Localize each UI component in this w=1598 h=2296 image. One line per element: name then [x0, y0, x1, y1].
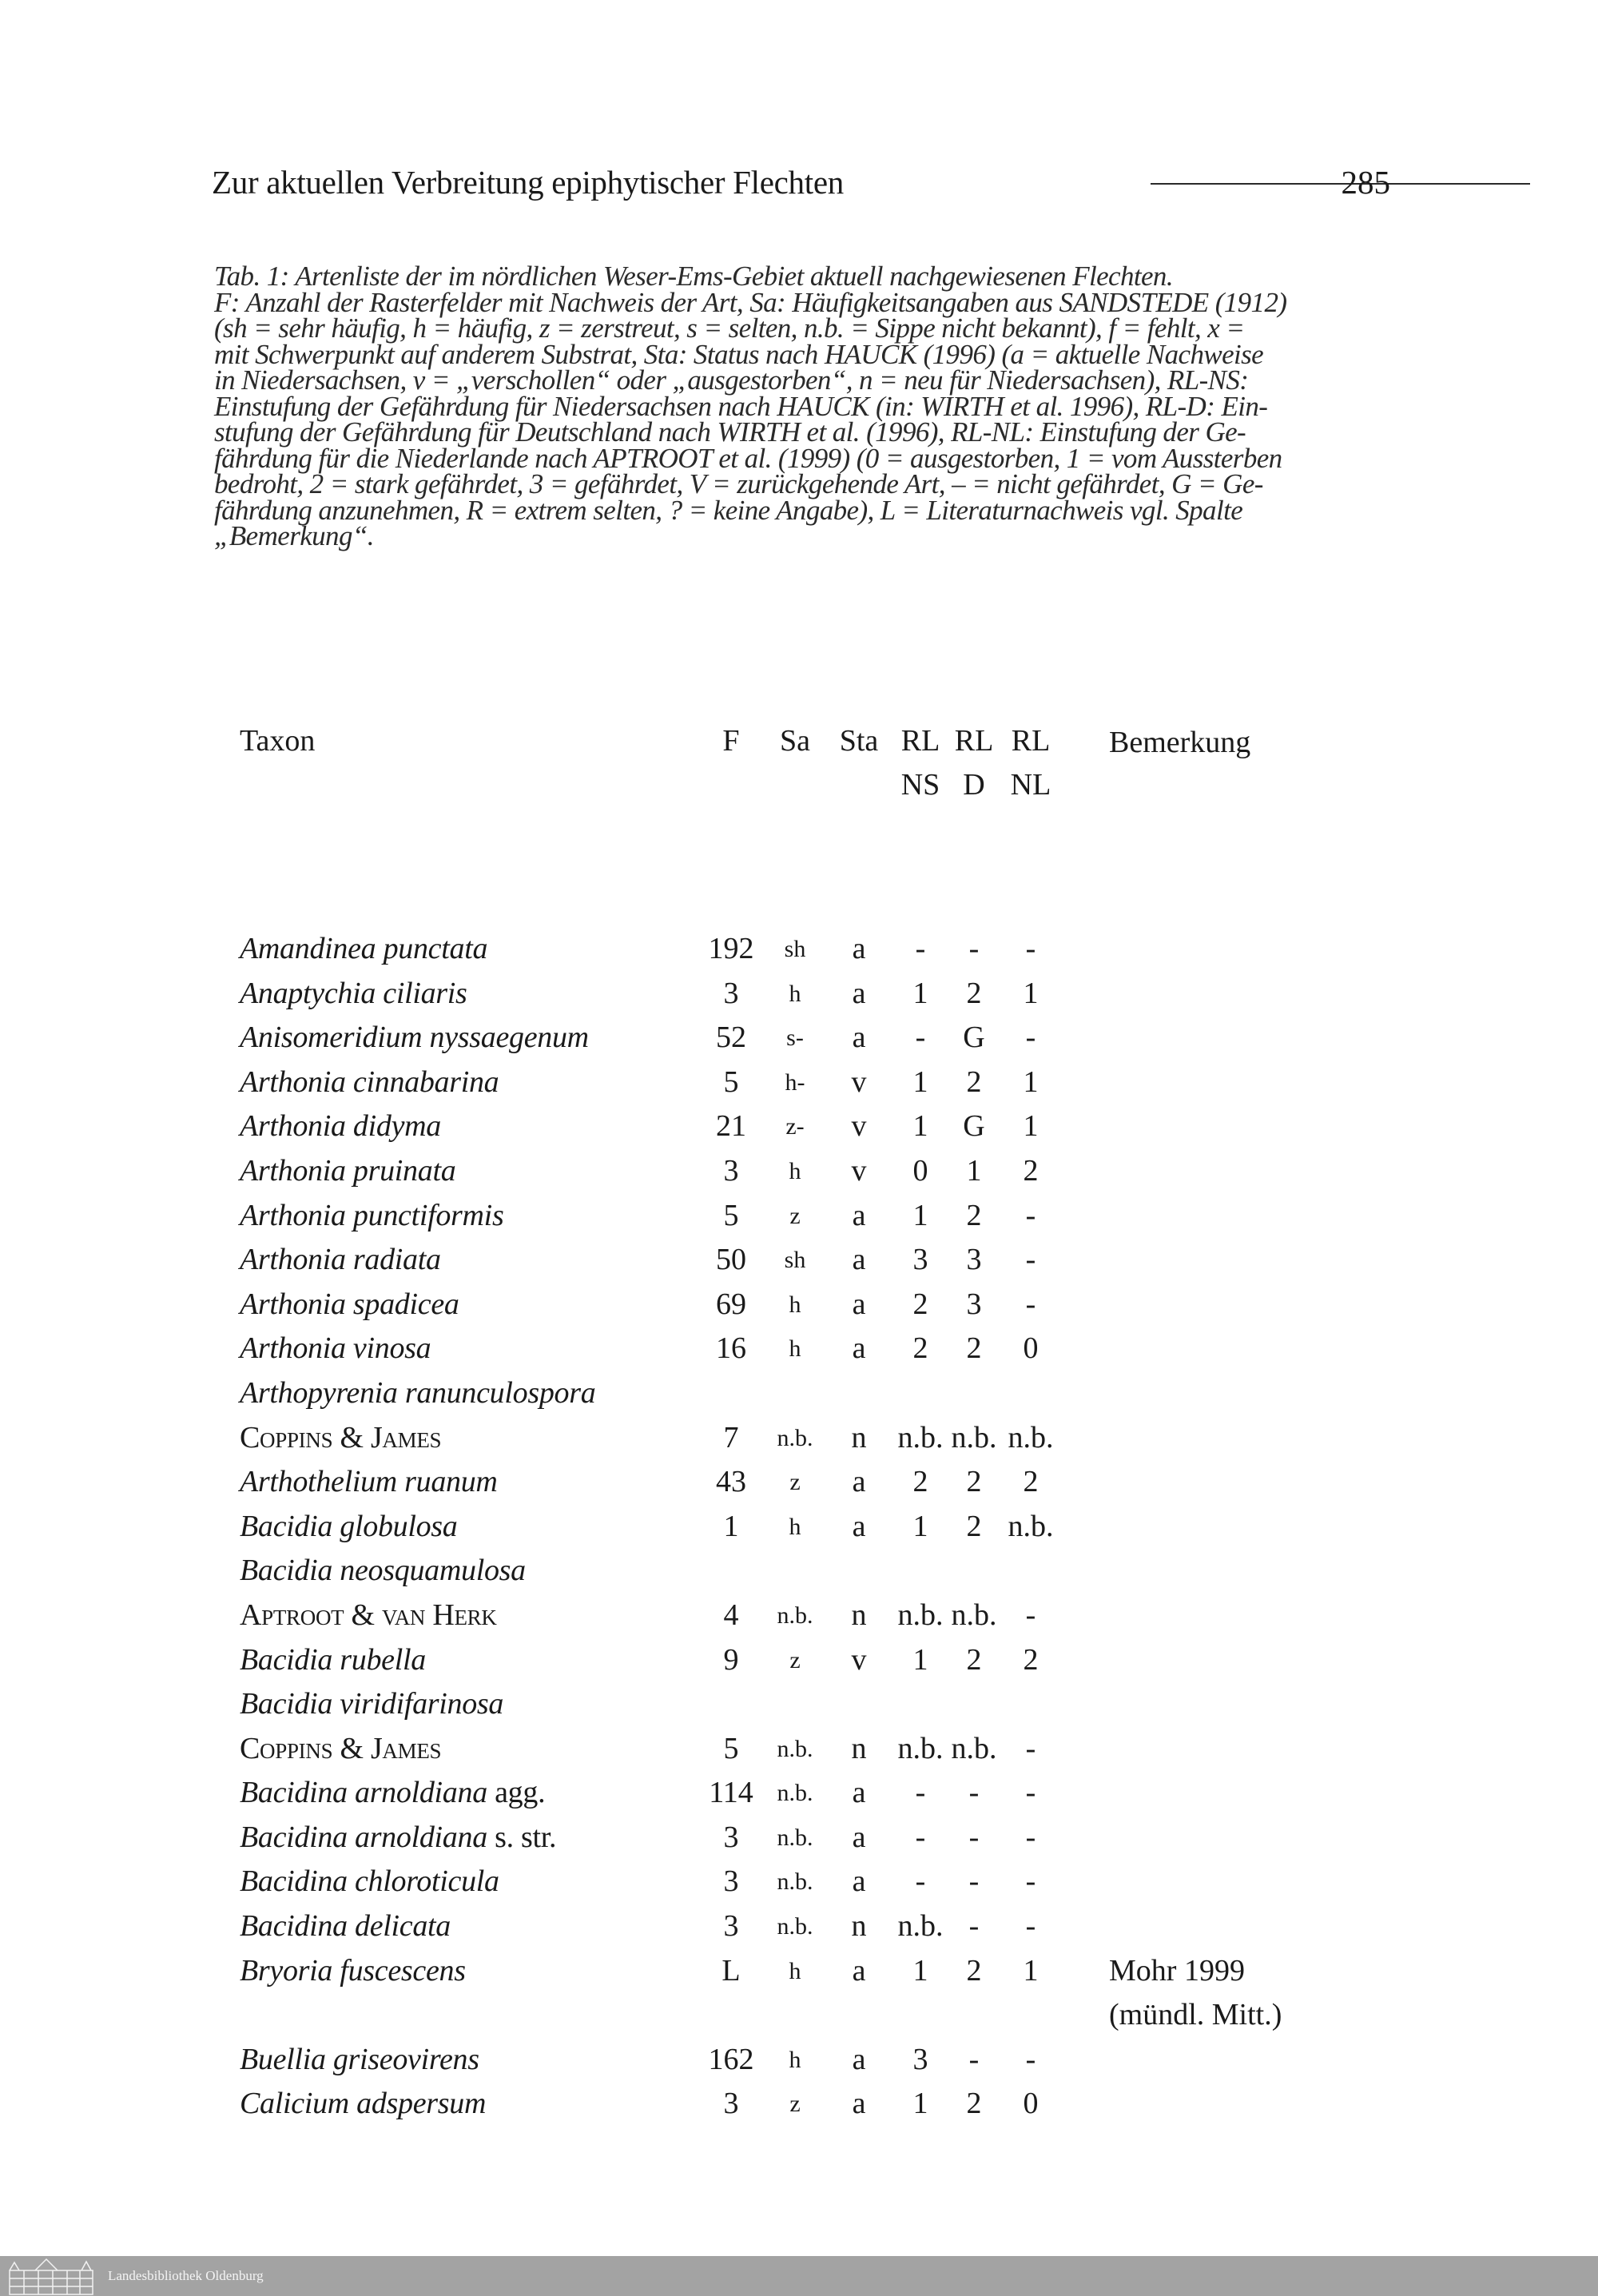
table-row	[240, 2082, 1358, 2127]
table-row	[240, 1327, 1358, 1371]
taxon-name	[240, 1816, 556, 1860]
page-number: 285	[1341, 164, 1390, 201]
taxon-text: Amandinea punctata	[240, 932, 488, 965]
cell-rl-nl: -	[1025, 1909, 1036, 1944]
taxon-text: Bacidia viridifarinosa	[240, 1687, 504, 1721]
taxon-text: Bryoria fuscescens	[240, 1953, 466, 1988]
cell-rl-nl: 0	[1023, 2087, 1039, 2121]
cell-sta: a	[852, 1820, 866, 1854]
cell-sta: v	[851, 1109, 867, 1144]
taxon-qualifier: agg.	[487, 1776, 546, 1810]
cell-rl-d: 2	[966, 1064, 982, 1099]
caption-line: „Bemerkung“.	[214, 520, 374, 551]
cell-rl-d: 2	[966, 1198, 982, 1232]
footer-bar	[0, 2256, 1598, 2296]
table-row	[240, 1194, 1358, 1239]
running-head	[212, 160, 1390, 208]
author-citation	[240, 1416, 441, 1461]
cell-rl-d: -	[968, 932, 980, 965]
library-building-icon	[6, 2258, 96, 2296]
table-row	[240, 1060, 1358, 1105]
table-header	[240, 719, 1358, 807]
cell-rl-ns: -	[915, 1820, 926, 1854]
cell-sta: a	[852, 2087, 866, 2121]
taxon-text: Buellia griseovirens	[240, 2042, 479, 2076]
cell-remark-cont: (mündl. Mitt.)	[1109, 1998, 1282, 2032]
taxon-name	[240, 2038, 479, 2083]
cell-sta: n	[851, 1909, 867, 1944]
cell-rl-ns: -	[915, 1021, 926, 1055]
cell-rl-d: n.b.	[951, 1731, 997, 1765]
cell-rl-ns: 1	[912, 1064, 928, 1099]
cell-sta: a	[852, 1021, 866, 1055]
cell-rl-nl: -	[1025, 1731, 1036, 1765]
cell-f: 3	[723, 2087, 739, 2121]
cell-rl-ns: 2	[912, 1331, 928, 1366]
cell-rl-d: 2	[966, 1465, 982, 1499]
table-row	[240, 1594, 1358, 1638]
taxon-text: Arthonia radiata	[240, 1243, 441, 1277]
cell-rl-nl: 1	[1023, 1064, 1039, 1099]
table-row	[240, 1771, 1358, 1816]
header-rl-nl-1: RL	[1011, 724, 1051, 758]
cell-f: 3	[723, 1153, 739, 1188]
cell-sa: n.b.	[777, 1780, 813, 1807]
cell-rl-nl: -	[1025, 1021, 1036, 1055]
cell-rl-ns: 1	[912, 2087, 928, 2121]
header-taxon: Taxon	[240, 724, 316, 758]
caption-line: bedroht, 2 = stark gefährdet, 3 = gefährdet, V = zurückgehende Art, – = nicht gefährdet, G = Ge-	[214, 468, 1263, 499]
cell-rl-nl: 2	[1023, 1153, 1039, 1188]
cell-sa: h	[789, 1291, 801, 1318]
table-row	[240, 927, 1358, 972]
cell-rl-d: -	[968, 2042, 980, 2076]
taxon-text: Anisomeridium nyssaegenum	[240, 1021, 589, 1055]
cell-sa: z	[789, 2091, 801, 2118]
cell-sa: s-	[786, 1025, 804, 1052]
taxon-name	[240, 1682, 503, 1727]
cell-rl-nl: -	[1025, 1198, 1036, 1232]
cell-rl-d: 3	[966, 1287, 982, 1321]
taxon-text: Arthonia cinnabarina	[240, 1064, 499, 1099]
cell-remark: Mohr 1999	[1109, 1953, 1245, 1988]
taxon-text: Bacidina arnoldiana	[240, 1820, 487, 1854]
table-row	[240, 2038, 1358, 2083]
taxon-name	[240, 1283, 459, 1327]
cell-rl-nl: 0	[1023, 1331, 1039, 1366]
cell-rl-nl: n.b.	[1008, 1420, 1054, 1454]
cell-rl-d: 2	[966, 1953, 982, 1988]
cell-rl-nl: -	[1025, 1243, 1036, 1277]
cell-sta: a	[852, 1198, 866, 1232]
cell-rl-ns: 1	[912, 1642, 928, 1677]
cell-rl-d: 2	[966, 1642, 982, 1677]
cell-rl-ns: 2	[912, 1465, 928, 1499]
table-row	[240, 1416, 1358, 1461]
taxon-text: Anaptychia ciliaris	[240, 976, 467, 1010]
cell-rl-d: 2	[966, 1331, 982, 1366]
cell-rl-nl: 1	[1023, 976, 1039, 1010]
cell-f: 192	[708, 932, 754, 965]
taxon-name	[240, 1505, 458, 1550]
cell-f: 4	[723, 1598, 739, 1632]
taxon-text: Arthopyrenia ranunculospora	[240, 1375, 596, 1410]
cell-sta: v	[851, 1064, 867, 1099]
taxon-text: Arthonia vinosa	[240, 1331, 431, 1366]
taxon-text: Arthonia punctiformis	[240, 1198, 504, 1232]
header-f: F	[722, 724, 740, 758]
taxon-name	[240, 972, 467, 1017]
taxon-name	[240, 1904, 451, 1949]
cell-sta: a	[852, 976, 866, 1010]
caption-line: F: Anzahl der Rasterfelder mit Nachweis der Art, Sa: Häufigkeitsangaben aus SANDSTEDE (1912)	[214, 286, 1287, 318]
cell-sa: h	[789, 980, 801, 1007]
cell-rl-d: 2	[966, 1509, 982, 1543]
taxon-text: Bacidina arnoldiana	[240, 1776, 487, 1810]
caption-line: in Niedersachsen, v = „verschollen“ oder „ausgestorben“, n = neu für Niedersachsen), RL-NS:	[214, 364, 1249, 396]
table-row	[240, 972, 1358, 1017]
table-row	[240, 1860, 1358, 1904]
taxon-text: Bacidia globulosa	[240, 1509, 458, 1543]
cell-rl-ns: 1	[912, 1953, 928, 1988]
cell-sta: a	[852, 1331, 866, 1366]
table-row	[240, 1638, 1358, 1683]
cell-rl-nl: -	[1025, 932, 1036, 965]
cell-rl-d: 1	[966, 1153, 982, 1188]
cell-rl-nl: -	[1025, 2042, 1036, 2076]
taxon-text: Calicium adspersum	[240, 2087, 487, 2121]
cell-rl-d: G	[963, 1021, 985, 1055]
cell-rl-nl: -	[1025, 1820, 1036, 1854]
table-row	[240, 1904, 1358, 1949]
cell-sa: z	[789, 1646, 801, 1673]
taxon-text: Bacidia neosquamulosa	[240, 1554, 526, 1588]
cell-sta: n	[851, 1420, 867, 1454]
cell-rl-d: n.b.	[951, 1420, 997, 1454]
cell-sta: a	[852, 1776, 866, 1810]
cell-sa: h	[789, 1513, 801, 1540]
cell-sa: h	[789, 1957, 801, 1984]
author-citation	[240, 1727, 441, 1772]
cell-sta: v	[851, 1153, 867, 1188]
cell-sta: n	[851, 1731, 867, 1765]
cell-f: 43	[716, 1465, 746, 1499]
cell-sta: a	[852, 2042, 866, 2076]
cell-sa: z-	[785, 1113, 805, 1140]
taxon-text: Aptroot & van Herk	[240, 1598, 497, 1632]
cell-rl-nl: -	[1025, 1598, 1036, 1632]
table-row	[240, 1016, 1358, 1060]
caption-line: (sh = sehr häufig, h = häufig, z = zerstreut, s = selten, n.b. = Sippe nicht bekannt), f = fehlt, x =	[214, 312, 1245, 344]
taxon-text: Arthothelium ruanum	[240, 1465, 498, 1499]
taxon-name	[240, 1860, 499, 1904]
table-row	[240, 1238, 1358, 1283]
taxon-text: Bacidia rubella	[240, 1642, 426, 1677]
cell-rl-nl: 1	[1023, 1109, 1039, 1144]
cell-rl-d: n.b.	[951, 1598, 997, 1632]
cell-rl-ns: 1	[912, 1198, 928, 1232]
taxon-name	[240, 1460, 498, 1505]
cell-f: 3	[723, 976, 739, 1010]
taxon-name	[240, 1771, 545, 1816]
cell-rl-ns: -	[915, 932, 926, 965]
cell-f: 5	[723, 1198, 739, 1232]
header-rl-d-1: RL	[954, 724, 994, 758]
taxon-text: Arthonia spadicea	[240, 1287, 459, 1321]
cell-sa: sh	[784, 936, 806, 962]
cell-f: 3	[723, 1864, 739, 1899]
cell-sta: a	[852, 932, 866, 965]
cell-f: 50	[716, 1243, 746, 1277]
header-rl-ns-2: NS	[900, 768, 940, 802]
taxon-name	[240, 1638, 426, 1683]
table-caption	[214, 261, 1389, 551]
cell-rl-d: -	[968, 1820, 980, 1854]
taxon-text: Arthonia pruinata	[240, 1153, 456, 1188]
table-row	[240, 1505, 1358, 1550]
taxon-name	[240, 1549, 526, 1594]
taxon-name	[240, 1016, 589, 1060]
running-head-title: Zur aktuellen Verbreitung epiphytischer Flechten	[212, 164, 844, 201]
cell-rl-d: 3	[966, 1243, 982, 1277]
taxon-name	[240, 1238, 441, 1283]
table-row	[240, 1549, 1358, 1594]
taxon-text: Coppins & James	[240, 1420, 442, 1454]
table-row	[240, 1371, 1358, 1416]
cell-rl-nl: 2	[1023, 1465, 1039, 1499]
cell-sta: a	[852, 1953, 866, 1988]
cell-sta: v	[851, 1642, 867, 1677]
header-sa: Sa	[780, 724, 810, 758]
cell-sta: a	[852, 1243, 866, 1277]
cell-rl-d: -	[968, 1909, 980, 1944]
cell-sa: h-	[785, 1068, 805, 1096]
footer-library-name: Landesbibliothek Oldenburg	[108, 2268, 264, 2283]
cell-rl-nl: -	[1025, 1864, 1036, 1899]
cell-f: 5	[723, 1064, 739, 1099]
cell-rl-ns: n.b.	[897, 1420, 944, 1454]
cell-f: 3	[723, 1820, 739, 1854]
cell-rl-ns: 3	[912, 2042, 928, 2076]
cell-sta: a	[852, 1465, 866, 1499]
cell-sa: n.b.	[777, 1824, 813, 1851]
cell-rl-ns: 1	[912, 976, 928, 1010]
header-rl-d-2: D	[963, 768, 985, 802]
table-row	[240, 1727, 1358, 1772]
cell-f: 21	[716, 1109, 746, 1144]
cell-f: 52	[716, 1021, 746, 1055]
taxon-text: Bacidina chloroticula	[240, 1864, 499, 1899]
cell-f: 5	[723, 1731, 739, 1765]
table-row	[240, 1104, 1358, 1149]
cell-rl-ns: 0	[912, 1153, 928, 1188]
taxon-name	[240, 1194, 503, 1239]
cell-f: 162	[708, 2042, 754, 2076]
species-table	[240, 719, 1358, 2127]
cell-rl-nl: -	[1025, 1287, 1036, 1321]
taxon-qualifier: s. str.	[487, 1820, 557, 1854]
cell-sa: z	[789, 1469, 801, 1496]
cell-rl-nl: 1	[1023, 1953, 1039, 1988]
cell-rl-ns: n.b.	[897, 1909, 944, 1944]
cell-sa: z	[789, 1202, 801, 1229]
cell-rl-ns: 2	[912, 1287, 928, 1321]
table-row	[240, 1682, 1358, 1727]
table-row	[240, 1283, 1358, 1327]
cell-sa: h	[789, 2046, 801, 2073]
taxon-name	[240, 1949, 466, 1994]
running-head-rule	[1151, 183, 1530, 185]
cell-f: 7	[723, 1420, 739, 1454]
cell-rl-d: 2	[966, 976, 982, 1010]
taxon-name	[240, 1149, 455, 1194]
taxon-name	[240, 1104, 441, 1149]
cell-sa: n.b.	[777, 1913, 813, 1940]
cell-sta: a	[852, 1509, 866, 1543]
taxon-name	[240, 2082, 486, 2127]
caption-line: stufung der Gefährdung für Deutschland nach WIRTH et al. (1996), RL-NL: Einstufung der Ge-	[214, 416, 1246, 448]
cell-rl-nl: -	[1025, 1776, 1036, 1810]
table-row	[240, 1149, 1358, 1194]
taxon-text: Arthonia didyma	[240, 1109, 441, 1144]
cell-rl-ns: -	[915, 1864, 926, 1899]
cell-sa: n.b.	[777, 1424, 813, 1451]
table-row	[240, 1460, 1358, 1505]
cell-sa: n.b.	[777, 1735, 813, 1762]
cell-sa: n.b.	[777, 1868, 813, 1896]
taxon-name	[240, 1060, 499, 1105]
cell-f: 69	[716, 1287, 746, 1321]
header-sta: Sta	[839, 724, 879, 758]
cell-f: 9	[723, 1642, 739, 1677]
cell-sa: h	[789, 1335, 801, 1363]
cell-sa: sh	[784, 1247, 806, 1274]
cell-rl-d: G	[963, 1109, 985, 1144]
cell-f: 1	[723, 1509, 739, 1543]
header-rl-ns-1: RL	[900, 724, 940, 758]
caption-line: Tab. 1: Artenliste der im nördlichen Weser-Ems-Gebiet aktuell nachgewiesenen Flechten.	[214, 261, 1173, 292]
cell-sta: a	[852, 1287, 866, 1321]
caption-line: Einstufung der Gefährdung für Niedersachsen nach HAUCK (in: WIRTH et al. 1996), RL-D: Ein-	[214, 390, 1268, 422]
cell-rl-nl: 2	[1023, 1642, 1039, 1677]
taxon-name	[240, 1371, 595, 1416]
cell-sa: h	[789, 1157, 801, 1184]
cell-rl-ns: 1	[912, 1109, 928, 1144]
cell-rl-d: -	[968, 1864, 980, 1899]
cell-sta: n	[851, 1598, 867, 1632]
cell-f: 114	[709, 1776, 753, 1810]
cell-f: 16	[716, 1331, 746, 1366]
caption-line: fährdung für die Niederlande nach APTROOT et al. (1999) (0 = ausgestorben, 1 = vom Aussterben	[214, 442, 1282, 474]
cell-f: L	[721, 1953, 741, 1988]
header-rl-nl-2: NL	[1010, 768, 1051, 802]
table-row	[240, 1949, 1358, 2038]
cell-rl-ns: n.b.	[897, 1731, 944, 1765]
cell-rl-d: -	[968, 1776, 980, 1810]
header-remark: Bemerkung	[1109, 726, 1251, 759]
taxon-text: Bacidina delicata	[240, 1909, 451, 1944]
caption-line: fährdung anzunehmen, R = extrem selten, ? = keine Angabe), L = Literaturnachweis vgl. Spalte	[214, 494, 1243, 526]
cell-f: 3	[723, 1909, 739, 1944]
cell-rl-d: 2	[966, 2087, 982, 2121]
taxon-name	[240, 927, 487, 972]
cell-rl-ns: n.b.	[897, 1598, 944, 1632]
table-row	[240, 1816, 1358, 1860]
cell-rl-nl: n.b.	[1008, 1509, 1054, 1543]
cell-rl-ns: -	[915, 1776, 926, 1810]
caption-line: mit Schwerpunkt auf anderem Substrat, Sta: Status nach HAUCK (1996) (a = aktuelle Nachweise	[214, 338, 1264, 370]
taxon-text: Coppins & James	[240, 1731, 442, 1765]
taxon-name	[240, 1327, 431, 1371]
cell-sa: n.b.	[777, 1602, 813, 1629]
cell-sta: a	[852, 1864, 866, 1899]
cell-rl-ns: 3	[912, 1243, 928, 1277]
table-body	[240, 927, 1358, 2127]
cell-rl-ns: 1	[912, 1509, 928, 1543]
author-citation	[240, 1594, 497, 1638]
